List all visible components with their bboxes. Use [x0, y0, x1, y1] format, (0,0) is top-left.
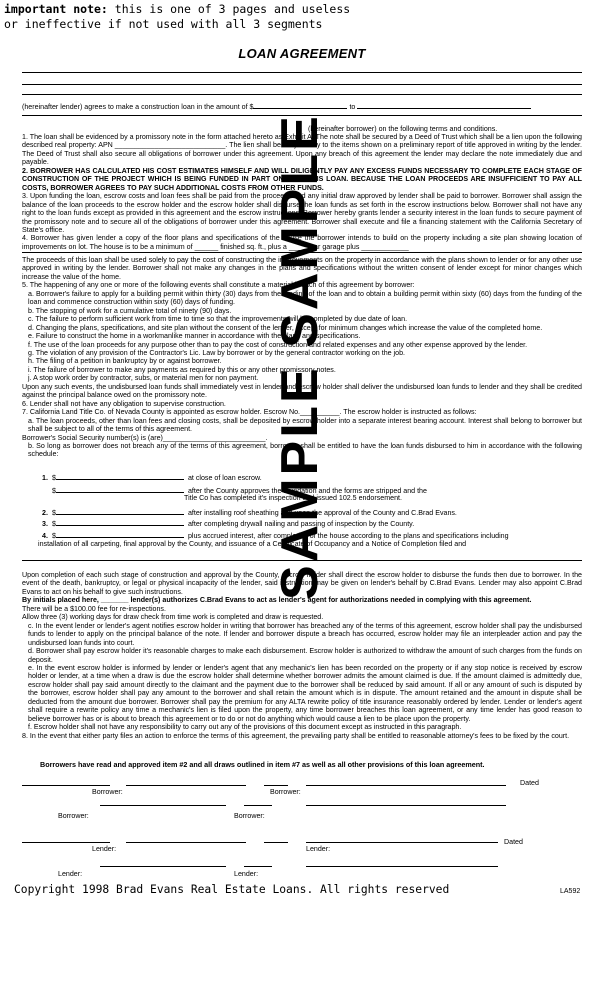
borrower-sig-line-2c[interactable]	[306, 805, 506, 806]
initials-text: _______ lender(s) authorizes C.Brad Evans to act as lender's agent for authorizations needed in complying with this agreement.	[100, 596, 532, 605]
draw4-continued: installation of all carpeting, final approval by the County, and issuance of a Certificate of Occupancy and a Notice of Completion filed and	[38, 540, 467, 548]
loan-amount-field[interactable]	[253, 101, 347, 109]
note-line2: or ineffective if not used with all 3 segments	[4, 17, 323, 31]
p5-item-g: g. The violation of any provision of the Contractor's Lic. Law by borrower or by the general contractor working on the job.	[28, 348, 405, 357]
lender-sig-line-1a[interactable]	[22, 842, 110, 843]
draw-text: after the County approves the foundation and the forms are stripped and the	[187, 487, 427, 495]
draw-amount-field[interactable]	[56, 472, 184, 480]
paragraph-7b: b. So long as borrower does not breach any of the terms of this agreement, borrower shall be entitled to have the loan funds disbursed to him in accordance with the following schedule:	[28, 441, 582, 459]
initials-label: By initials placed here,	[22, 596, 99, 605]
allow-days: Allow three (3) working days for draw check from time work is completed and draw is requested.	[22, 613, 324, 622]
draw-dollar: $	[52, 532, 56, 540]
draw-dollar: $	[52, 509, 56, 517]
draw-dollar: $	[52, 474, 56, 482]
intro-to: to	[349, 103, 356, 111]
draw-num: 1.	[42, 474, 48, 482]
draw-row-2	[42, 507, 457, 517]
draw-num: 2.	[42, 509, 48, 517]
paragraph-7a: a. The loan proceeds, other than loan fees and closing costs, shall be deposited by escrow holder into a separate interest bearing account. Interest shall belong to borrower but shall be subject to all of the terms of this agreement.	[28, 416, 582, 434]
draw-num: 4.	[42, 532, 48, 540]
borrower-sig-line-1b[interactable]	[126, 785, 246, 786]
borrower-sig-line-2b[interactable]	[244, 805, 272, 806]
header-rule-1	[22, 72, 582, 73]
draw-row-3	[42, 518, 414, 528]
borrower-sig-line-1c[interactable]	[264, 785, 288, 786]
paragraph-3: 3. Upon funding the loan, escrow costs and loan fees shall be paid from the proceeds and any initial draw approved by lender shall be paid to borrower. Borrower shall assign the balance of the loan proceeds to the escrow holder and the escrow holder shall disburse the loan funds as set forth in the escrow instructions below. Borrower shall not have any right to the loan funds except as provided in this agreement and the escrow instructions. Borrower hereby grants lender a security interest in the loan funds to secure payment of the promissory note and to secure all of the obligations of borrower under this agreement. Borrower shall execute and file a financing statement with the California Secretary of State's office.	[22, 192, 582, 234]
lender-sig-line-1d[interactable]	[306, 842, 498, 843]
borrower-label-3: Borrower:	[58, 812, 89, 820]
dated-label-1: Dated	[520, 779, 539, 787]
borrower-label-1: Borrower:	[92, 788, 123, 796]
header-rule-2	[22, 84, 582, 85]
paragraph-7: 7. California Land Title Co. of Nevada County is appointed as escrow holder. Escrow No.__________. The escrow holder is instructed as follows:	[22, 408, 477, 417]
draw-num: 3.	[42, 520, 48, 528]
paragraph-1: 1. The loan shall be evidenced by a promissory note in the form attached hereto as Exhibit A. The note shall be secured by a Deed of Trust which shall be a lien upon the following described real property: APN ____________________________. The lien shall be subject only to the items shown on a preliminary report of title approved in writing by the lender. The Deed of Trust shall also secure all obligations of borrower under this agreement. Upon any breach of this agreement the lender may declare the note immediately due and payable.	[22, 133, 582, 167]
draw-row-4b	[38, 540, 466, 548]
clause-e: e. In the event escrow holder is informed by lender or lender's agent that any mechanic's lien has been recorded on the property or if any stop notice is received by escrow holder or lender, at a time when a draw is due the escrow holder shall determine whether borrower admits the amount claimed is due. If the amount claimed is admittedly due, escrow holder shall pay said amount directly to the claimant and the payment due to the borrower shall be reduced by said amount. If all or any amount of such is disputed by the borrower, escrow holder shall pay any amount to the borrower and shall retain the amount which is in dispute. The amount retained and the amount in dispute shall be deducted from the amount due borrower. Borrower shall pay the premium for any ALTA rewrite policy of title insurance reasonably ordered by lender. Lender or lender's agent shall require a rewrite policy any time a mechanic's lien is filed upon the property, any time borrower breaches this loan agreement, or any time lender has good reason to believe borrower has or is about to breach this agreement or to do or not do anything which would cause a lien to be place upon the property.	[28, 663, 582, 723]
draw-text: Title Co has completed it's inspection and issued 102.5 endorsement.	[184, 494, 402, 502]
page-title: LOAN AGREEMENT	[238, 46, 366, 61]
intro-lender-text: (hereinafter lender) agrees to make a construction loan in the amount of $	[22, 103, 254, 111]
draw-amount-field[interactable]	[56, 518, 184, 526]
lender-sig-line-2c[interactable]	[306, 866, 498, 867]
lender-label-1: Lender:	[92, 845, 117, 853]
approval-statement: Borrowers have read and approved item #2 and all draws outlined in item #7 as well as all other provisions of this loan agreement.	[40, 760, 485, 769]
clause-f: f. Escrow holder shall not have any responsibility to carry out any of the provisions of this document except as instructed in this paragraph.	[28, 723, 462, 732]
p5-item-j: j. A stop work order by contractor, subs, or material men for non payment.	[28, 374, 259, 383]
reinspection-fee: There will be a $100.00 fee for re-inspections.	[22, 604, 166, 613]
draw-text: after completing drywall nailing and passing of inspection by the County.	[187, 520, 415, 528]
note-line1: this is one of 3 pages and useless	[107, 2, 351, 16]
p5-item-a: a. Borrower's failure to apply for a building permit within thirty (30) days from the funding of the loan and to obtain a building permit within sixty (60) days from the funding of the loan and commence construction within sixty (60) days of funding.	[28, 289, 582, 307]
paragraph-7-ssn: Borrower's Social Security number(s) is (are)__________________________.	[22, 433, 268, 442]
draw-text: at close of loan escrow.	[187, 474, 262, 482]
p5-item-c: c. The failure to perform sufficient work from time to time so that the improvements will be completed by due date of loan.	[28, 315, 408, 324]
paragraph-5: 5. The happening of any one or more of the following events shall constitute a material breach of this agreement by borrower:	[22, 281, 415, 290]
p5-item-h: h. The filing of a petition in bankruptcy by or against borrower.	[28, 357, 222, 366]
draw-row-1	[42, 472, 262, 482]
p5-item-d: d. Changing the plans, specifications, and site plan without the consent of the lender, except for minimum changes which increase the value of the completed home.	[28, 323, 543, 332]
lender-label-4: Lender:	[234, 870, 259, 878]
important-note	[4, 2, 564, 32]
intro-line	[22, 101, 582, 112]
p5-item-f: f. The use of the loan proceeds for any purpose other than to pay the cost of construction and related expenses and any other expense approved by the lender.	[28, 340, 528, 349]
lender-sig-line-2a[interactable]	[100, 866, 226, 867]
p5-item-i: i. The failure of borrower to make any payments as required by this or any other promissory notes.	[28, 365, 336, 374]
borrower-sig-line-1a[interactable]	[22, 785, 110, 786]
draw-amount-field[interactable]	[56, 530, 184, 538]
draw-text: plus accrued interest, after completion of the house according to the plans and specifications including	[187, 532, 509, 540]
draw-dollar: $	[52, 520, 56, 528]
clause-c: c. In the event lender or lender's agent notifies escrow holder in writing that borrower has breached any of the terms of this agreement, escrow holder shall pay the undisbursed funds to lender to apply on the principal balance of the note. If lender and borrower dispute a breach has occurred, escrow holder may file an interpleader action and pay the undisbursed loan funds into court.	[28, 621, 582, 647]
paragraph-6: 6. Lender shall not have any obligation to supervise construction.	[22, 399, 226, 408]
dated-label-2: Dated	[504, 838, 523, 846]
header-rule-3	[22, 94, 582, 95]
borrower-sig-line-1d[interactable]	[306, 785, 506, 786]
clause-d: d. Borrower shall pay escrow holder it's reasonable charges to make each disbursement. Escrow holder is authorized to withdraw the amount of such charges from the funds on deposit.	[28, 647, 582, 664]
paragraph-4: 4. Borrower has given lender a copy of the floor plans and specifications of the house the borrower intends to build on the property including a site plan showing location of improvements on lot. The house is to be a minimum of ______ finished sq. ft., plus a _____ car garage plus ____________	[22, 234, 582, 251]
draw-text: after installing roof sheathing and upon the approval of the County and C.Brad Evans.	[187, 509, 457, 517]
lender-sig-line-1b[interactable]	[126, 842, 246, 843]
draw-amount-field[interactable]	[56, 485, 184, 493]
borrower-label-4: Borrower:	[234, 812, 265, 820]
lender-label-3: Lender:	[58, 870, 83, 878]
draw-dollar: $	[52, 487, 56, 495]
p5-item-e: e. Failure to construct the home in a workmanlike manner in accordance with the plans and specifications.	[28, 332, 361, 341]
after-draws-p1: Upon completion of each such stage of construction and approval by the County, escrow holder shall direct the escrow holder to disburse the funds then due to borrower. In the event of the death, bankruptcy, or legal or physical incapacity of the lender, said instruction may be given on lender's behalf by C.Brad Evans. Lender may also appoint C.Brad Evans to act on his behalf to give such instructions.	[22, 571, 582, 596]
paragraph-8: 8. In the event that either party files an action to enforce the terms of this agreement, the prevailing party shall be entitled to reasonable attorney's fees to be fixed by the court.	[22, 731, 570, 740]
borrower-label-2: Borrower:	[270, 788, 301, 796]
lender-label-2: Lender:	[306, 845, 331, 853]
form-id: LA592	[560, 888, 581, 895]
sample-watermark: SAMPLE SAMPLE	[271, 113, 329, 600]
paragraph-2: 2. BORROWER HAS CALCULATED HIS COST ESTIMATES HIMSELF AND WILL DILIGENTLY PAY ANY EXCESS FUNDS NECESSARY TO COMPLETE EACH STAGE OF CONSTRUCTION OF THE PROJECT WHICH IS BEING FUNDED IN PART ONLY BY THIS LOAN. BECAUSE THE LOAN PROCEEDS ARE INSUFFICIENT TO PAY ALL COSTS, BORROWER AGREES TO PAY SUCH ADDITIONAL COSTS FROM OTHER FUNDS.	[22, 166, 582, 192]
lender-sig-line-2b[interactable]	[244, 866, 272, 867]
borrower-sig-line-2a[interactable]	[100, 805, 226, 806]
paragraph-4b: The proceeds of this loan shall be used solely to pay the cost of constructing the improvements on the property in accordance with the plans shown to lender or for any other use approved in writing by the lender. Borrower shall not make any changes in the plans and specifications without the written consent of lender except for minor changes which increase the value of the home.	[22, 256, 582, 281]
note-label: important note:	[4, 2, 108, 16]
borrower-name-field[interactable]	[357, 101, 531, 109]
paragraph-5-after: Upon any such events, the undisbursed loan funds shall immediately vest in lender and escrow holder shall deliver the undisbursed loan funds to lender and they shall be credited against the principal balance owed on the promissory note.	[22, 382, 582, 400]
lender-sig-line-1c[interactable]	[264, 842, 288, 843]
p5-item-b: b. The stopping of work for a cumulative total of ninety (90) days.	[28, 306, 232, 315]
intro-borrower-text: (hereinafter borrower) on the following terms and conditions.	[308, 125, 498, 133]
draw-amount-field[interactable]	[56, 507, 184, 515]
copyright-notice: Copyright 1998 Brad Evans Real Estate Loans. All rights reserved	[14, 883, 450, 896]
